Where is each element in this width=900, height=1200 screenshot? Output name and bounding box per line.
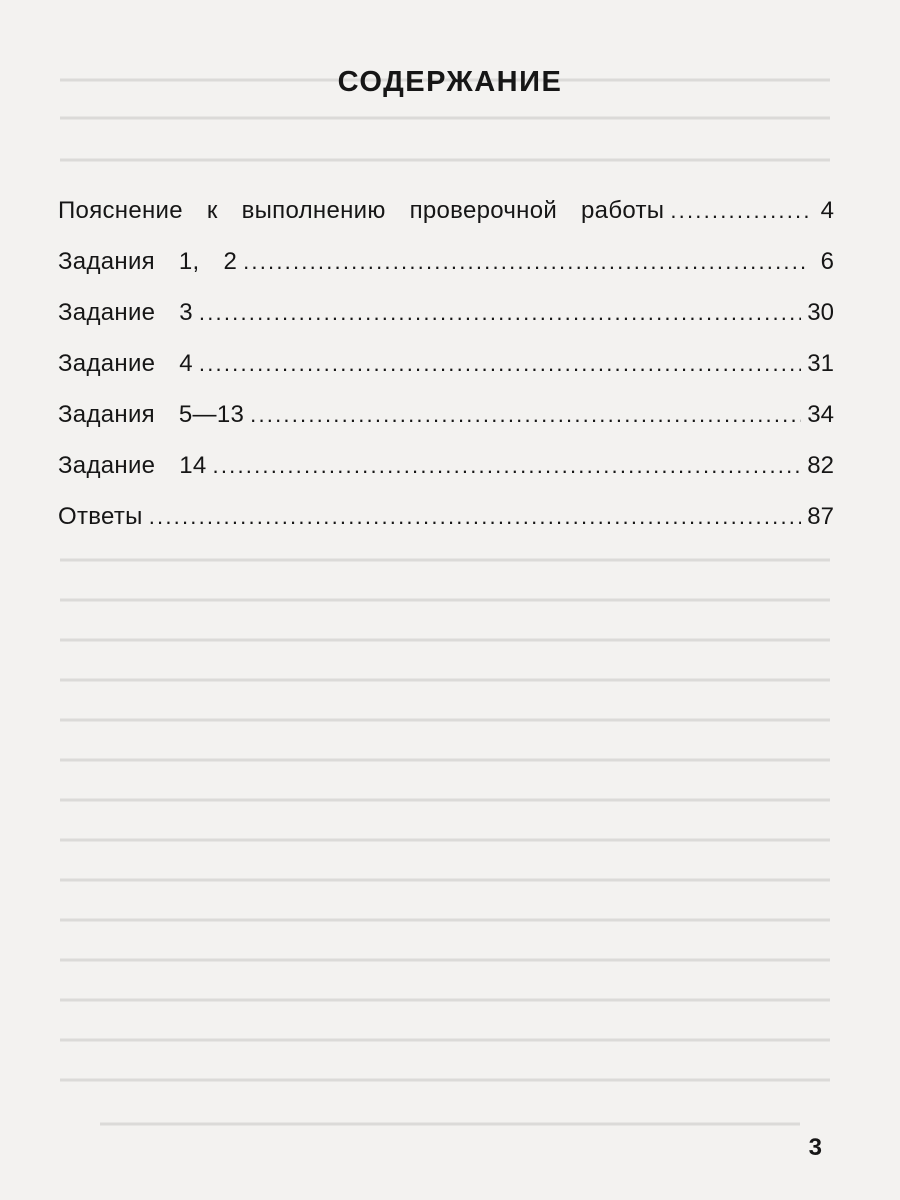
- toc-entry-page: 30: [807, 299, 834, 326]
- toc-entry-page: 82: [807, 452, 834, 479]
- toc-entry-page: 87: [807, 503, 834, 530]
- toc-entry-label: Ответы: [58, 503, 143, 530]
- toc-entry-page: 4: [820, 197, 834, 224]
- toc-entry: [58, 400, 834, 451]
- toc-leader-dots: [149, 502, 802, 532]
- toc-leader-dots: [199, 349, 801, 379]
- toc-entry: [58, 502, 834, 553]
- toc-leader-dots: [199, 298, 801, 328]
- table-of-contents: [58, 196, 834, 553]
- toc-entry: [58, 349, 834, 400]
- toc-entry-page: 6: [820, 248, 834, 275]
- toc-entry-label: Задание 4: [58, 350, 193, 377]
- toc-entry: [58, 298, 834, 349]
- toc-leader-dots: [243, 247, 808, 277]
- page-number: 3: [808, 1134, 822, 1161]
- toc-entry-label: Задание 14: [58, 452, 207, 479]
- toc-entry-page: 31: [807, 350, 834, 377]
- toc-entry-label: Пояснение к выполнению проверочной работы: [58, 197, 665, 224]
- toc-entry: [58, 451, 834, 502]
- toc-leader-dots: [670, 196, 808, 226]
- toc-entry-label: Задание 3: [58, 299, 193, 326]
- toc-entry-label: Задания 1, 2: [58, 248, 238, 275]
- toc-leader-dots: [250, 400, 801, 430]
- page-title: СОДЕРЖАНИЕ: [337, 66, 563, 98]
- toc-entry-label: Задания 5—13: [58, 401, 245, 428]
- toc-leader-dots: [213, 451, 802, 481]
- toc-entry: [58, 196, 834, 247]
- toc-entry-page: 34: [807, 401, 834, 428]
- toc-entry: [58, 247, 834, 298]
